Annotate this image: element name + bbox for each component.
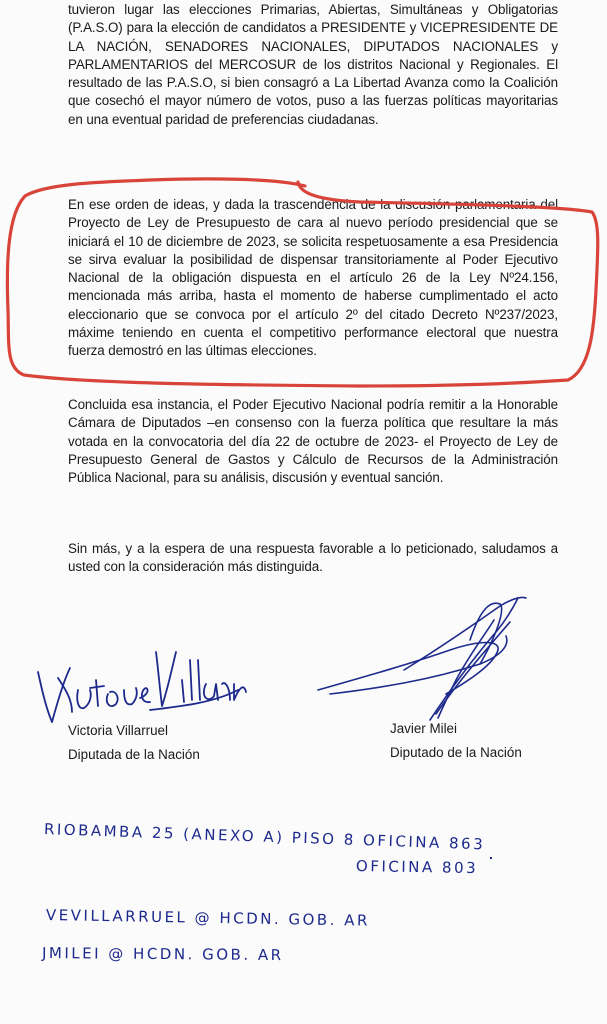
handwritten-office: OFICINA 803 [355, 857, 479, 878]
handwritten-email-villarruel: VEVILLARRUEL @ HCDN. GOB. AR [45, 906, 371, 930]
signatory-name-villarruel: Victoria Villarruel [68, 723, 168, 738]
villarruel-signature [38, 652, 246, 722]
red-highlight-outline [7, 179, 597, 386]
signatory-role-milei: Diputado de la Nación [390, 745, 522, 760]
paragraph-budget-submission: Concluida esa instancia, el Poder Ejecutivo Nacional podría remitir a la Honorable Cámara de Diputados –en consenso con la fuerza política que resultare la más votada en la convocatoria del día 22 de octubre de 2023- el Proyecto de Ley de Presupuesto General de Gastos y Cálculo de Recursos de la Administración Pública Nacional, para su análisis, discusión y eventual sanción. [68, 397, 558, 486]
paragraph-paso-results: tuvieron lugar las elecciones Primarias, Abiertas, Simultáneas y Obligatorias (P.A.S.O) para la elección de candidatos a PRESIDENTE y VICEPRESIDENTE DE LA NACIÓN, SENADORES NACIONALES, DIPUTADOS NACIONALES y PARLAMENTARIOS del MERCOSUR de los distritos Nacional y Regionales. El resultado de las P.A.S.O, si bien consagró a La Libertad Avanza como la Coalición que cosechó el mayor número de votos, puso a las fuerzas políticas mayoritarias en una eventual paridad de preferencias ciudadanas. [68, 2, 558, 127]
signatory-role-villarruel: Diputada de la Nación [68, 747, 200, 762]
paragraph-budget-request: En ese orden de ideas, y dada la trascendencia de la discusión parlamentaria del Proyecto de Ley de Presupuesto de cara al nuevo período presidencial que se iniciará el 10 de diciembre de 2023, se solicita respetuosamente a esa Presidencia se sirva evaluar la posibilidad de dispensar transitoriamente al Poder Ejecutivo Nacional de la obligación dispuesta en el artículo 26 de la Ley Nº24.156, mencionada más arriba, hasta el momento de haberse cumplimentado el acto eleccionario que se convoca por el artículo 2º del citado Decreto Nº237/2023, máxime teniendo en cuenta el competitivo performance electoral que nuestra fuerza demostró en las últimas elecciones. [68, 197, 558, 359]
handwritten-address: RIOBAMBA 25 (ANEXO A) PISO 8 OFICINA 863 [43, 820, 486, 854]
signatory-name-milei: Javier Milei [390, 721, 457, 736]
paragraph-closing: Sin más, y a la espera de una respuesta favorable a lo peticionado, saludamos a usted con la consideración más distinguida. [68, 541, 558, 575]
handwritten-email-milei: JMILEI @ HCDN. GOB. AR [41, 944, 284, 965]
milei-signature [318, 597, 526, 720]
